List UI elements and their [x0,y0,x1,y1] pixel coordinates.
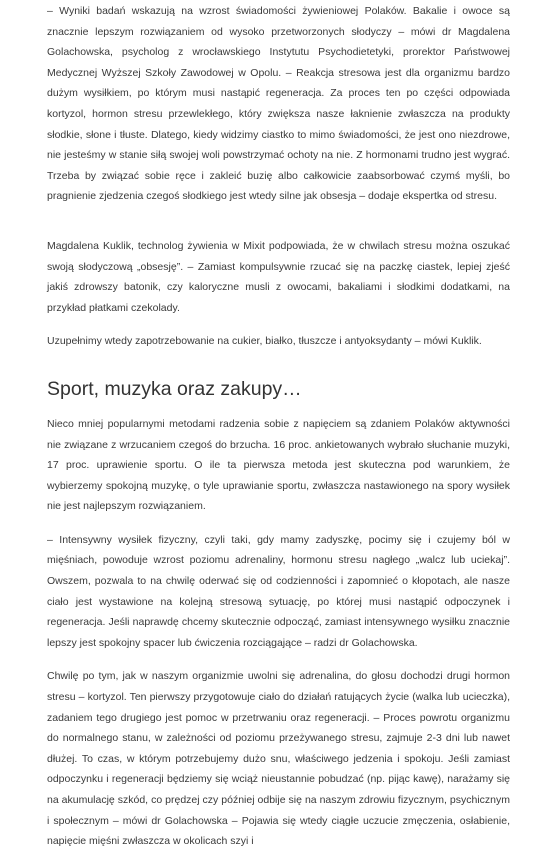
paragraph-expert-quote: – Wyniki badań wskazują na wzrost świadomości żywieniowej Polaków. Bakalie i owoce są znacznie lepszym rozwiązaniem od wysoko przetworzonych słodyczy – mówi dr Magdalena Golachowska, psycholog z wrocławskiego Instytutu Psychodietetyki, prorektor Państwowej Medycznej Wyższej Szkoły Zawodowej w Opolu. – Reakcja stresowa jest dla organizmu bardzo dużym wysiłkiem, po którym musi nastąpić regeneracja. Za proces ten po części odpowiada kortyzol, hormon stresu przewlekłego, który zwiększa nasze łaknienie zwłaszcza na produkty słodkie, słone i tłuste. Dlatego, kiedy widzimy ciastko to mimo świadomości, że jest ono niezdrowe, nie jesteśmy w stanie siłą swojej woli powstrzymać ochoty na nie. Z hormonami trudno jest wygrać. Trzeba by związać sobie ręce i zakleić buzię albo całkowicie zaabsorbować czymś myśli, bo pragnienie zjedzenia czegoś słodkiego jest wtedy silne jak obsesja – dodaje ekspertka od stresu. [47,5,510,203]
section-heading: Sport, muzyka oraz zakupy… [47,377,302,400]
paragraph-kuklik-advice: Magdalena Kuklik, technolog żywienia w Mixit podpowiada, że w chwilach stresu można oszukać swoją słodyczową „obsesję”. – Zamiast kompulsywnie rzucać się na paczkę ciastek, lepiej zjeść jakiś zdrowszy batonik, czy kaloryczne musli z owocami, bakaliami i słodkimi dodatkami, na przykład płatkami czekolady. [47,239,510,314]
paragraph-methods: Nieco mniej popularnymi metodami radzenia sobie z napięciem są zdaniem Polaków aktywności nie związane z wrzucaniem czegoś do brzucha. 16 proc. ankietowanych wybrało słuchanie muzyki, 17 proc. uprawienie sportu. O ile ta pierwsza metoda jest skuteczna pod warunkiem, że wybierzemy spokojną muzykę, o tyle uprawianie sportu, zwłaszcza nastawionego na spory wysiłek nie jest najlepszym rozwiązaniem. [47,417,510,513]
paragraph-intense-exercise: – Intensywny wysiłek fizyczny, czyli taki, gdy mamy zadyszkę, pocimy się i czujemy ból w mięśniach, powoduje wzrost poziomu adrenaliny, hormonu stresu nagłego „walcz lub uciekaj”. Owszem, pozwala to na chwilę oderwać się od codzienności i zapomnieć o kłopotach, ale nasze ciało jest wystawione na kolejną stresową sytuację, po której musi nastąpić odpoczynek i regeneracja. Jeśli naprawdę chcemy skutecznie odpocząć, zamiast intensywnego wysiłku znacznie lepszy jest spokojny spacer lub ćwiczenia rozciągające – radzi dr Golachowska. [47,533,510,649]
article-body [47,0,510,852]
paragraph-cortisol: Chwilę po tym, jak w naszym organizmie uwolni się adrenalina, do głosu dochodzi drugi hormon stresu – kortyzol. Ten pierwszy przygotowuje ciało do działań ratujących życie (walka lub ucieczka), zadaniem tego drugiego jest pomoc w przetrwaniu oraz regeneracji. – Proces powrotu organizmu do normalnego stanu, w zależności od poziomu przeżywanego stresu, zajmuje 2-3 dni lub nawet dłużej. To czas, w którym potrzebujemy dużo snu, właściwego jedzenia i spokoju. Jeśli zamiast odpoczynku i regeneracji będziemy się wciąż nieustannie pobudzać (np. pijąc kawę), narażamy się na akumulację szkód, co prędzej czy później odbije się na naszym zdrowiu fizycznym, psychicznym i społecznym – mówi dr Golachowska – Pojawia się wtedy ciągłe uczucie zmęczenia, osłabienie, napięcie mięśni zwłaszcza w okolicach szyi i [47,670,510,848]
paragraph-kuklik-summary: Uzupełnimy wtedy zapotrzebowanie na cukier, białko, tłuszcze i antyoksydanty – mówi Kuklik. [47,335,482,348]
